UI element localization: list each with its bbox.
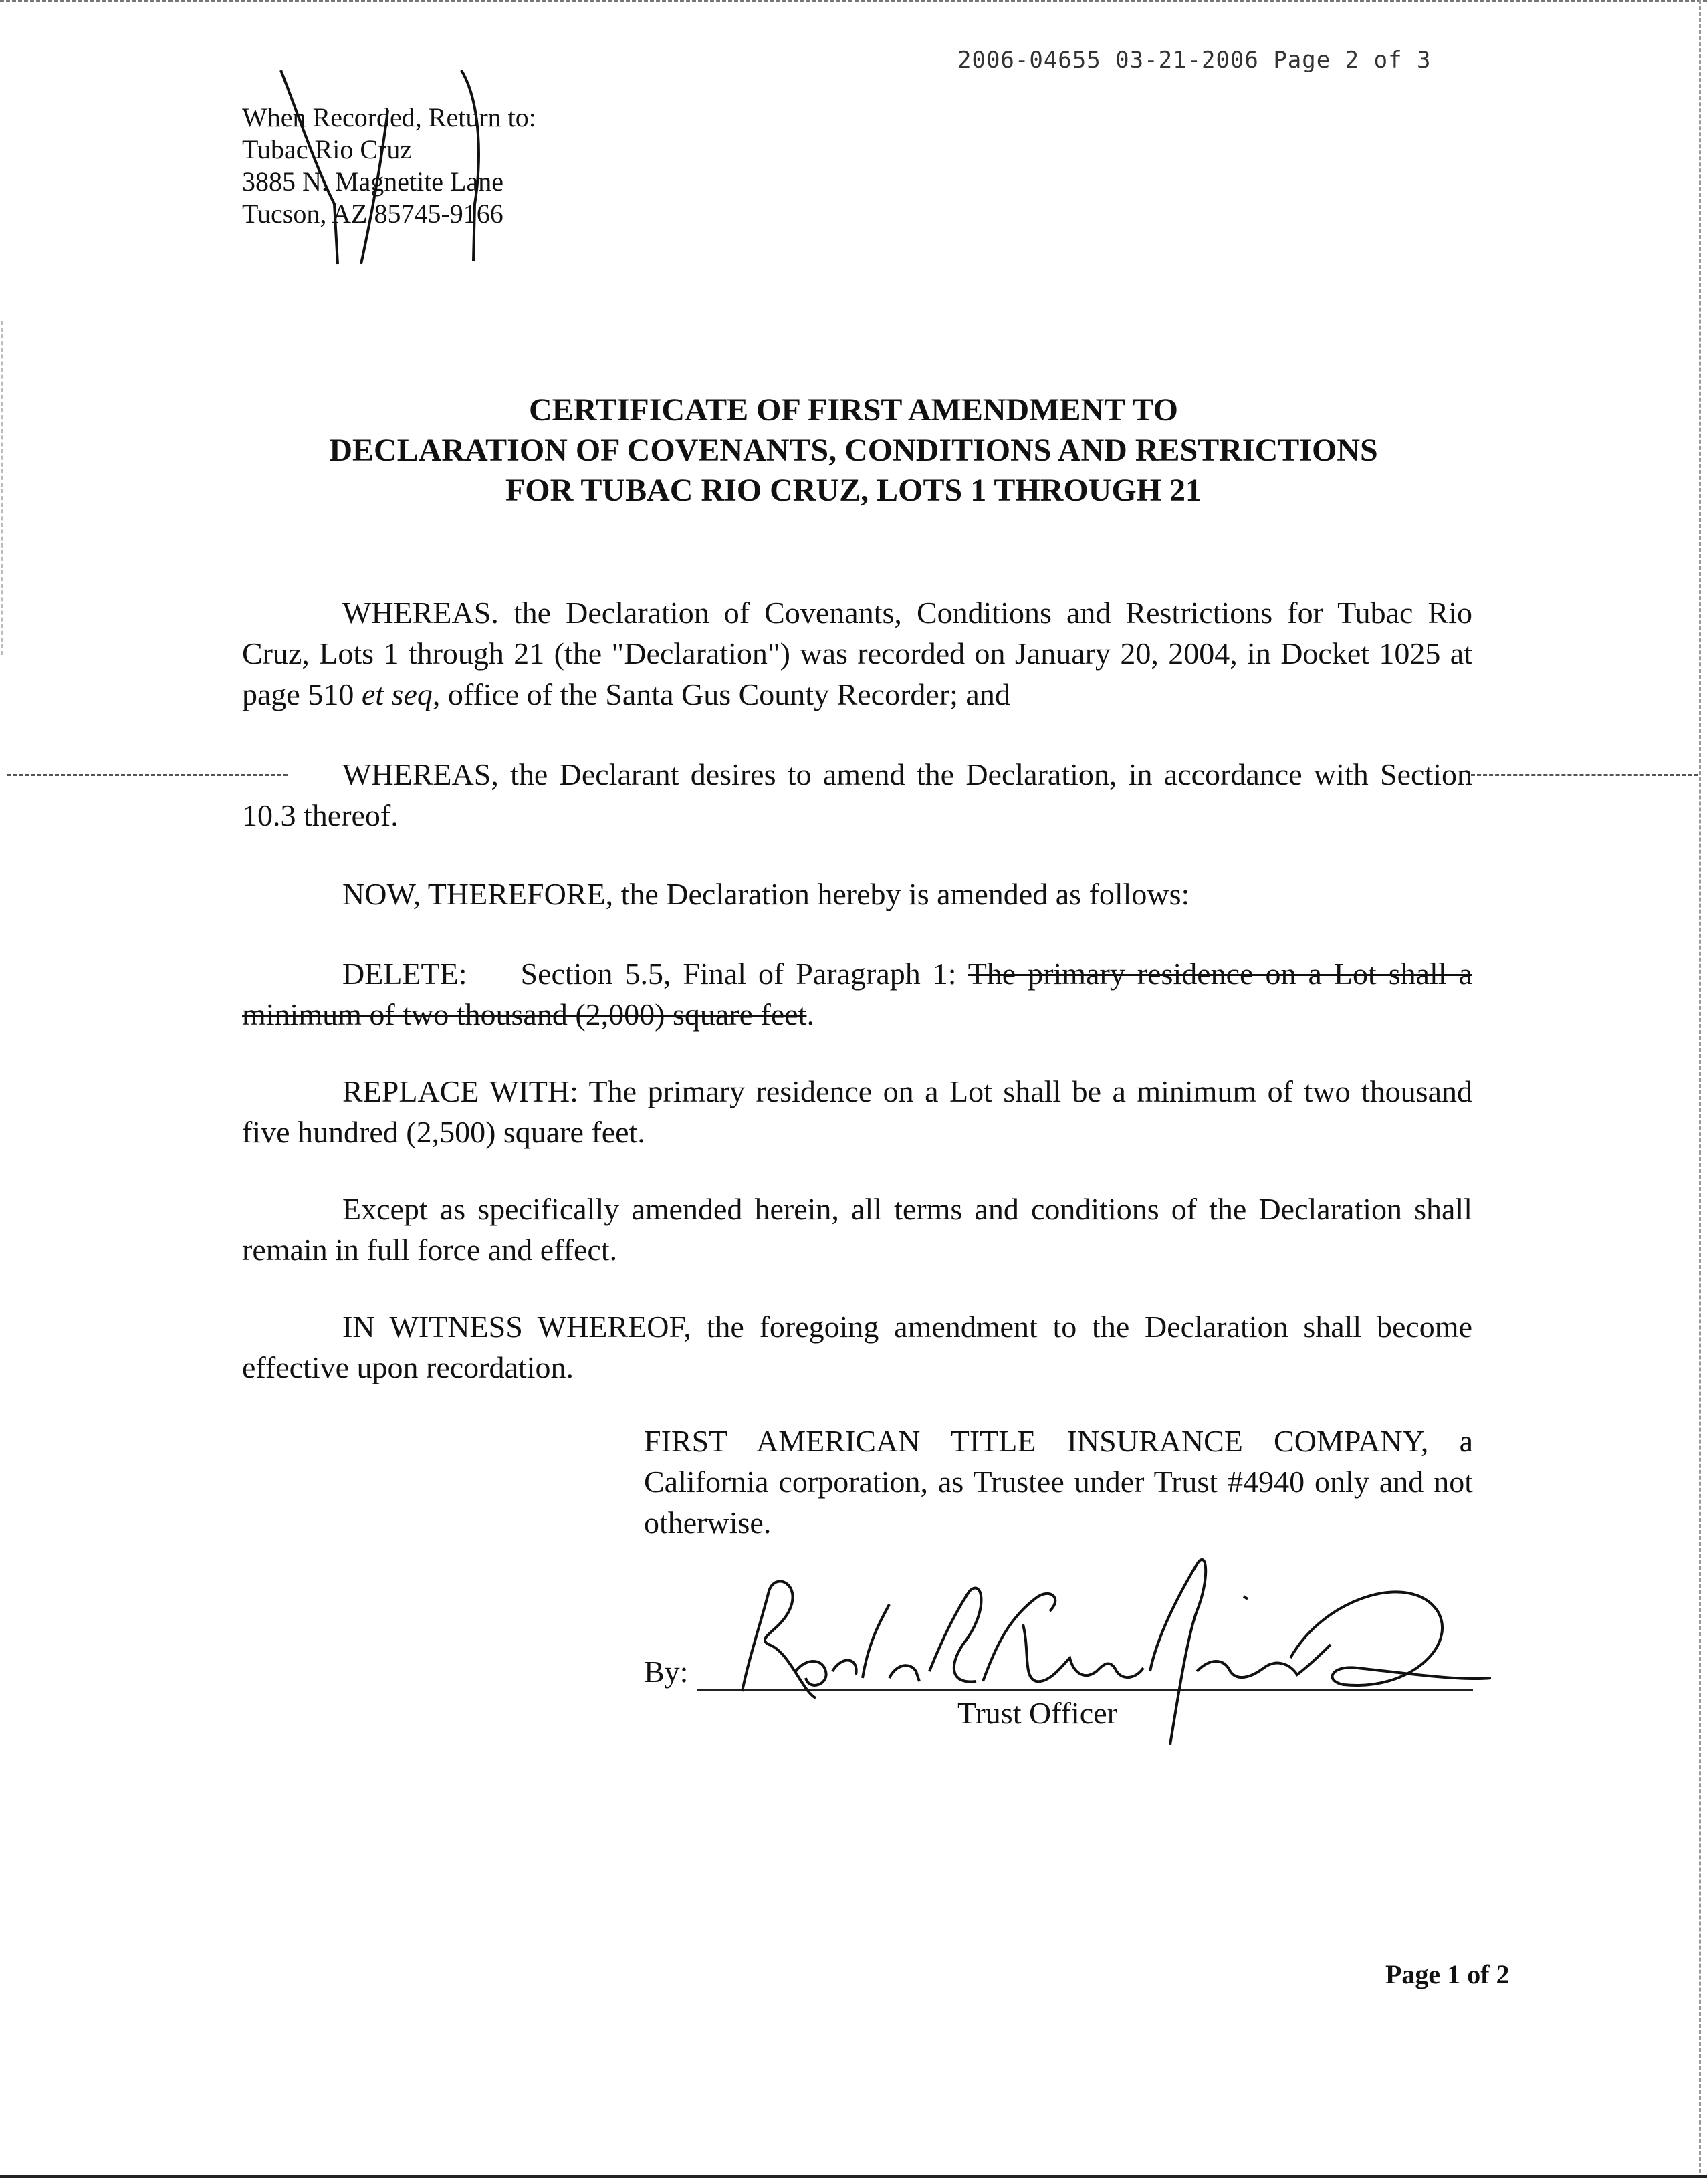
replace-text: REPLACE WITH: The primary residence on a Lot shall be a minimum of two thousand five hundred (2,500) square feet. <box>242 1074 1472 1149</box>
now-therefore-paragraph <box>242 874 1472 915</box>
delete-paragraph <box>242 953 1472 1035</box>
signer-title: Trust Officer <box>957 1696 1117 1730</box>
delete-label: DELETE: <box>342 957 467 991</box>
except-text: Except as specifically amended herein, all terms and conditions of the Declaration shall remain in full force and effect. <box>242 1192 1472 1267</box>
trustee-statement: FIRST AMERICAN TITLE INSURANCE COMPANY, a California corporation, as Trustee under Trust #4940 only and not otherwise. <box>644 1424 1473 1540</box>
witness-text: IN WITNESS WHEREOF, the foregoing amendment to the Declaration shall become effective upon recordation. <box>242 1310 1472 1384</box>
return-line: When Recorded, Return to: <box>242 102 536 132</box>
whereas-paragraph-2 <box>242 754 1472 836</box>
return-line: 3885 N. Magnetite Lane <box>242 166 503 197</box>
deleted-text: The primary residence on a Lot shall a minimum of two thousand (2,000) square feet <box>242 957 1473 1032</box>
delete-section: Section 5.5, Final of Paragraph 1: <box>520 957 968 991</box>
whereas-1-italic: et seq <box>361 677 433 711</box>
scan-right-edge <box>1699 0 1704 2173</box>
document-title <box>0 390 1707 511</box>
scan-top-border <box>0 0 1707 6</box>
return-line: Tubac Rio Cruz <box>242 134 413 164</box>
return-line: Tucson, AZ 85745-9166 <box>242 199 503 229</box>
whereas-2-text: WHEREAS, the Declarant desires to amend the Declaration, in accordance with Section 10.3 thereof. <box>242 757 1472 832</box>
recording-stamp: 2006-04655 03-21-2006 Page 2 of 3 <box>957 47 1432 74</box>
page-number: Page 1 of 2 <box>1385 1959 1510 1989</box>
except-paragraph <box>242 1189 1472 1270</box>
title-line: CERTIFICATE OF FIRST AMENDMENT TO <box>529 392 1178 428</box>
delete-end: . <box>806 997 814 1032</box>
handwritten-bracket-marks <box>254 64 535 271</box>
scan-bottom-border <box>0 2175 1707 2178</box>
whereas-1-text: WHEREAS. the Declaration of Covenants, Conditions and Restrictions for Tubac Rio Cruz, Lots 1 through 21 (the "Declaration") was recorded on January 20, 2004, in Docket 1025 at page 510 <box>242 596 1472 711</box>
whereas-1-text-end: , office of the Santa Gus County Recorder; and <box>432 677 1010 711</box>
replace-paragraph <box>242 1071 1472 1152</box>
title-line: DECLARATION OF COVENANTS, CONDITIONS AND RESTRICTIONS <box>329 433 1378 468</box>
title-line: FOR TUBAC RIO CRUZ, LOTS 1 THROUGH 21 <box>505 473 1202 508</box>
by-label: By: <box>644 1655 689 1689</box>
witness-paragraph <box>242 1306 1472 1388</box>
whereas-paragraph-1 <box>242 592 1472 715</box>
scan-artifact-dash-right <box>1471 774 1698 776</box>
now-therefore-text: NOW, THEREFORE, the Declaration hereby is amended as follows: <box>342 877 1190 911</box>
